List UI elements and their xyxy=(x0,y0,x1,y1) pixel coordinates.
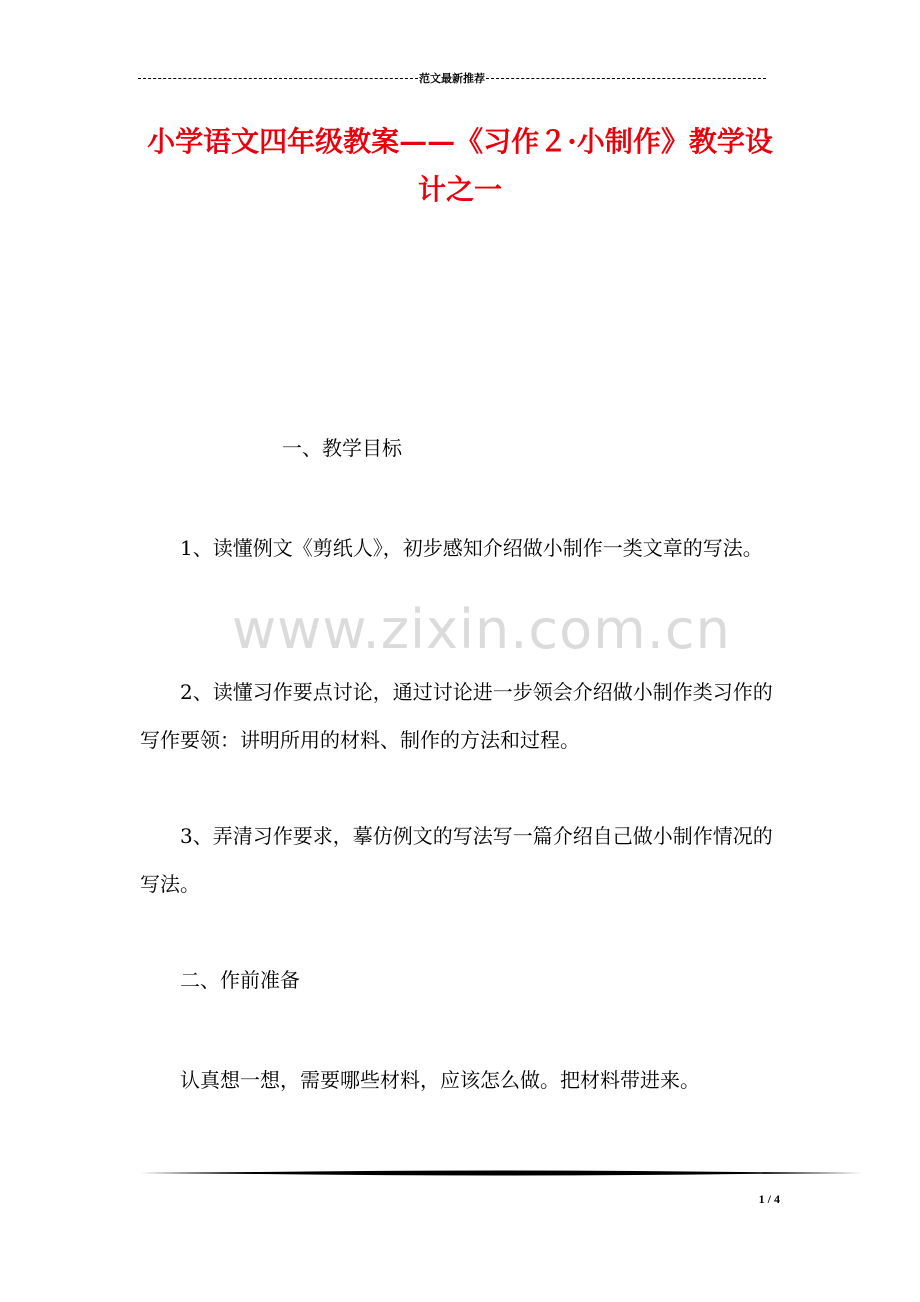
header-dash-left xyxy=(138,78,418,79)
section-heading-objectives: 一、教学目标 xyxy=(282,436,402,460)
header-dash-right xyxy=(486,78,766,79)
section-heading-preparation: 二、作前准备 xyxy=(180,968,300,992)
header-label: 范文最新推荐 xyxy=(419,72,485,85)
paragraph-objective-1: 1、读懂例文《剪纸人》，初步感知介绍做小制作一类文章的写法。 xyxy=(180,536,763,560)
page-header xyxy=(138,68,766,88)
paragraph-objective-3: 3、弄清习作要求，摹仿例文的写法写一篇介绍自己做小制作情况的写法。 xyxy=(140,824,773,896)
paragraph-preparation: 认真想一想，需要哪些材料，应该怎么做。把材料带进来。 xyxy=(180,1068,700,1092)
watermark: www.zixin.com.cn xyxy=(232,598,731,661)
paragraph-objective-2: 2、读懂习作要点讨论，通过讨论进一步领会介绍做小制作类习作的写作要领：讲明所用的材料、制作的方法和过程。 xyxy=(140,680,773,752)
footer-rule xyxy=(140,1169,862,1177)
page-number: 1 / 4 xyxy=(758,1192,780,1206)
document-title: 小学语文四年级教案——《习作２·小制作》教学设计之一 xyxy=(147,125,773,206)
